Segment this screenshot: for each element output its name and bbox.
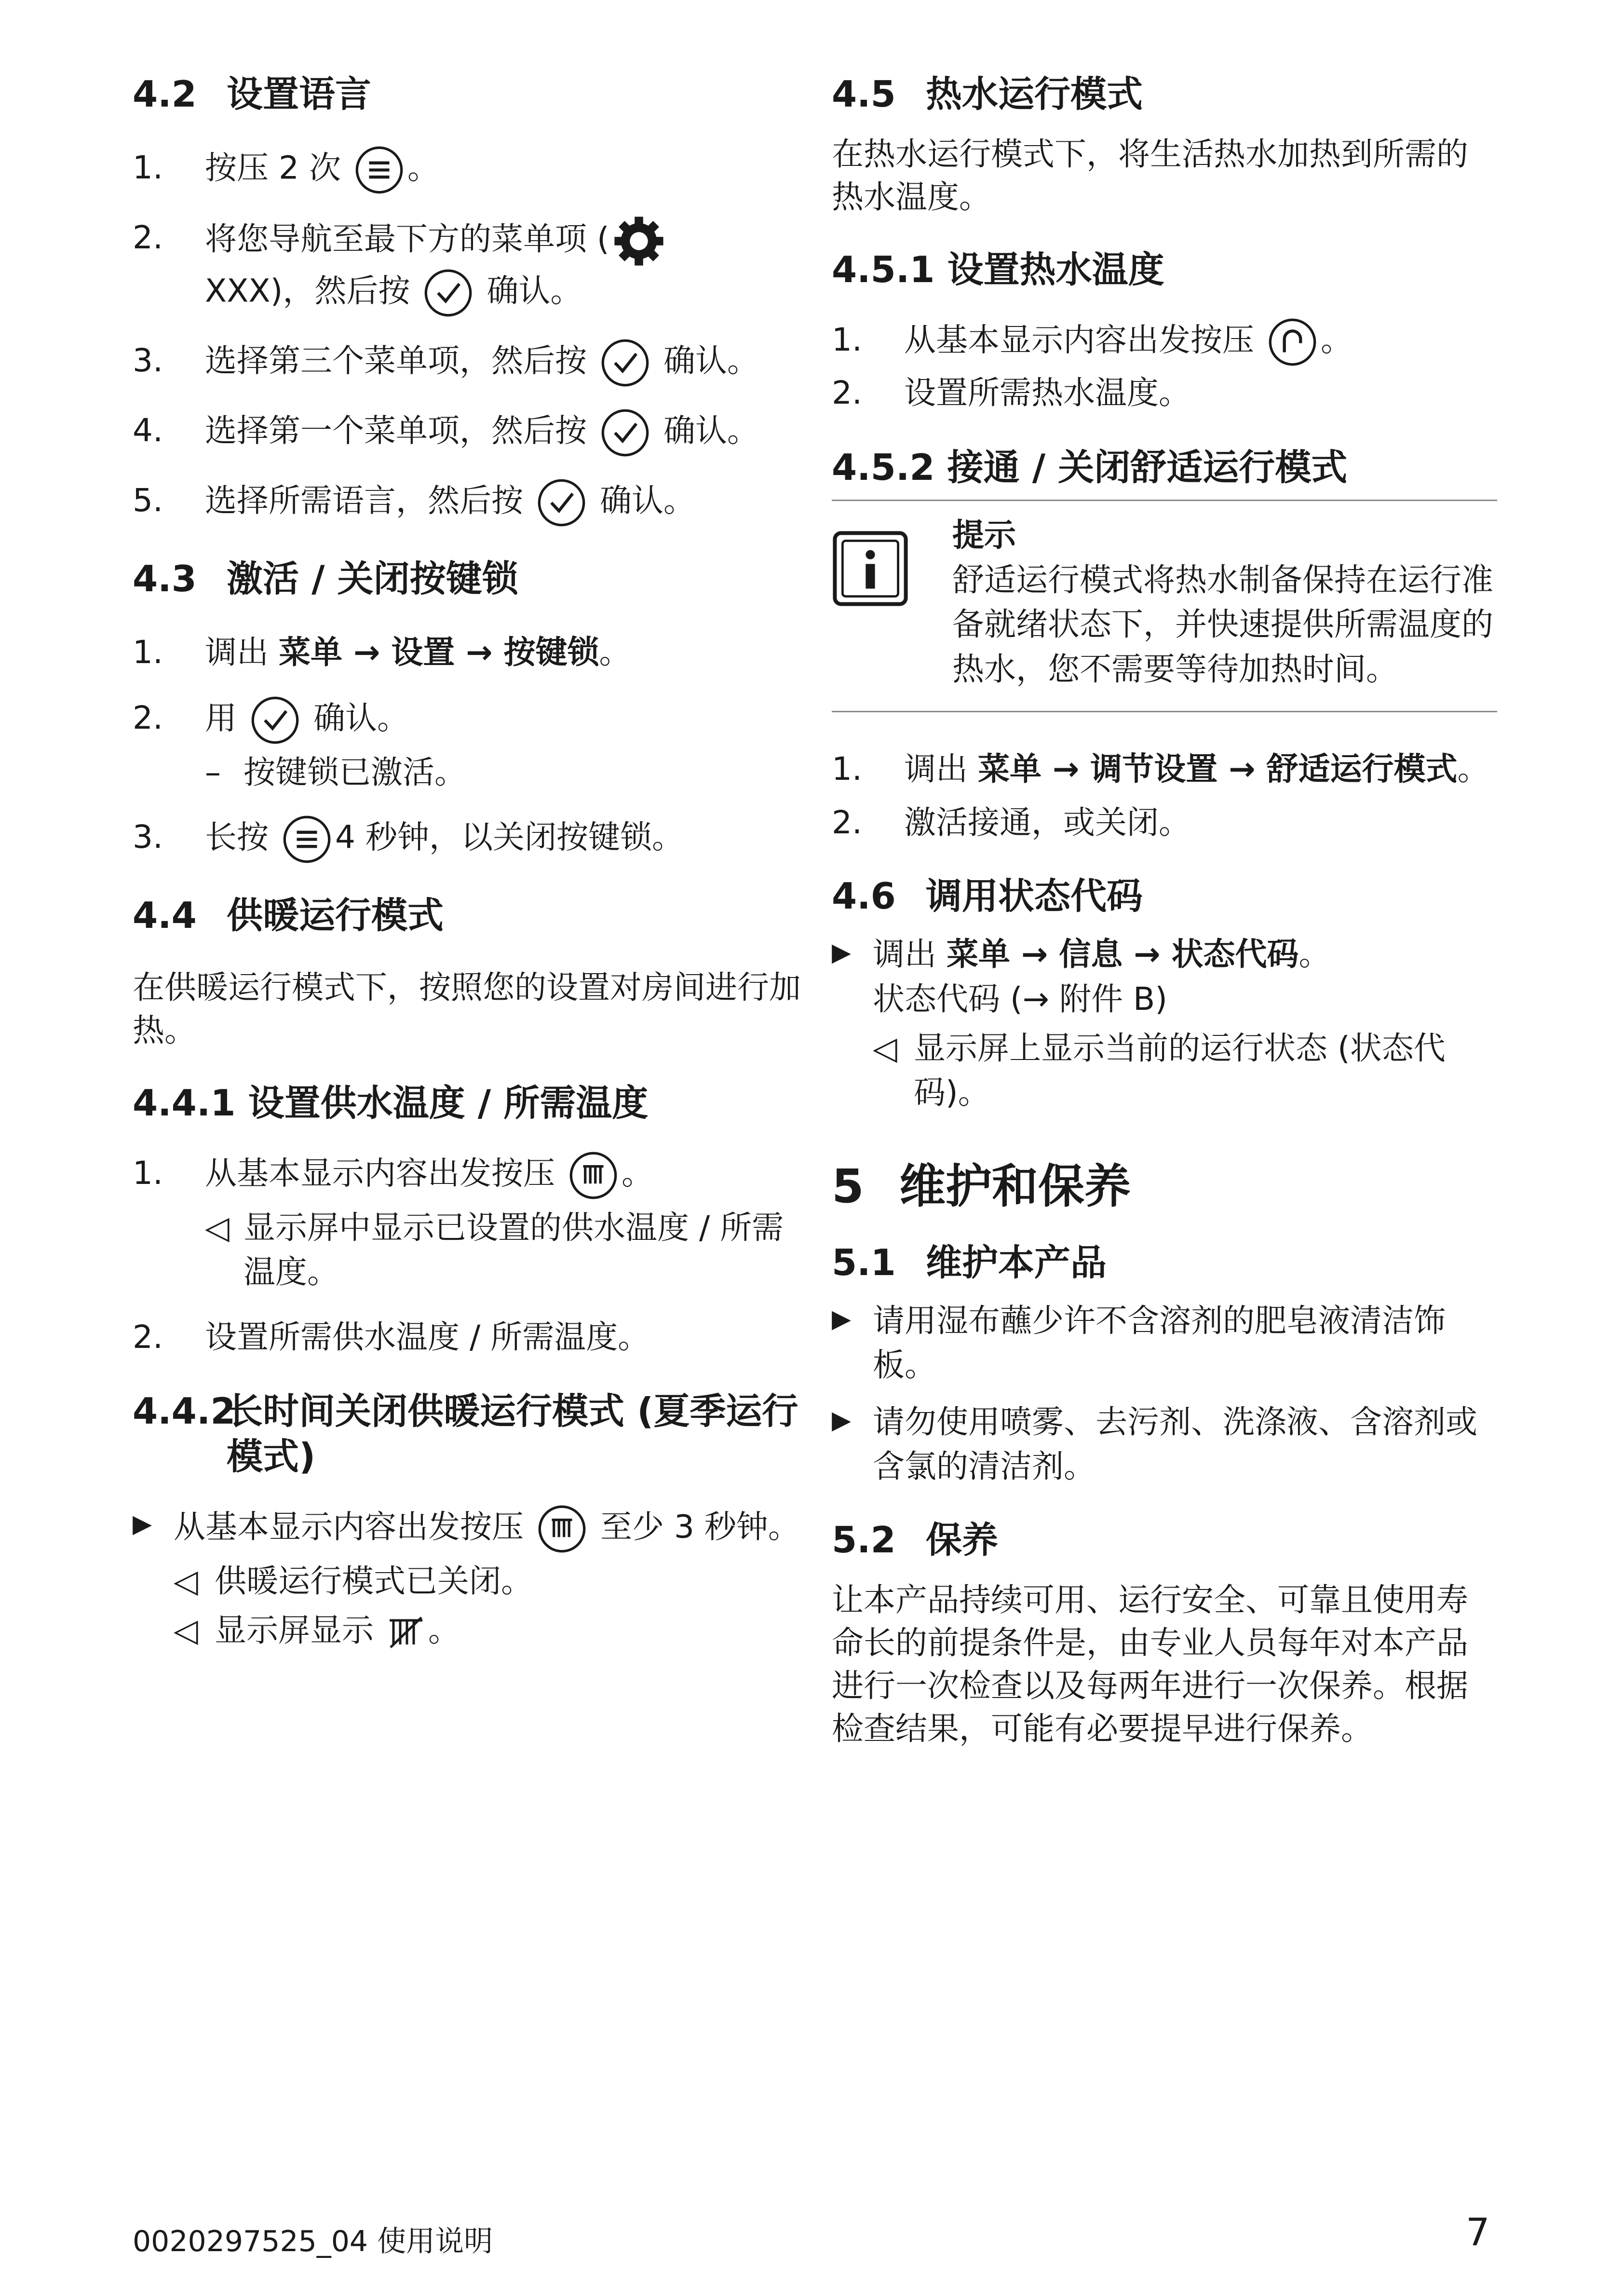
hot-water-button-icon [1267,317,1318,367]
menu-path: 菜单 → 信息 → 状态代码 [946,936,1299,973]
action-item [133,1504,805,1653]
step-text: 选择第一个菜单项，然后按 [205,412,587,449]
step-text: 将您导航至最下方的菜单项 ( [205,220,609,258]
section-title: 设置语言 [227,73,372,115]
step-number: 2. [832,374,862,411]
note-heading: 提示 [952,516,1016,554]
section-number: 4.5.1 [832,248,935,291]
step-number: 1. [133,149,163,186]
section-4-6-heading [832,874,1497,918]
step-item [832,800,1497,846]
result-text: 。 [428,1612,460,1649]
heating-off-icon [387,1616,425,1649]
ok-button-icon [600,408,650,458]
note-text: 舒适运行模式将热水制备保持在运行准备就绪状态下，并快速提供所需温度的热水，您不需要等待加热时间。 [952,561,1493,688]
section-number: 4.4 [133,894,197,937]
section-title: 供暖运行模式 [227,894,444,937]
steps-4-5-1 [832,317,1497,416]
steps-4-5-2 [832,746,1497,845]
step-number: 2. [832,803,862,841]
result-mark: ◁ [174,1612,198,1649]
step-text: 。 [621,1155,653,1192]
heating-button-icon [537,1504,587,1554]
section-number: 4.4.2 [133,1390,236,1433]
section-number: 4.4.1 [133,1082,236,1125]
step-number: 1. [832,321,862,358]
action-item [832,1299,1497,1388]
step-number: 1. [832,750,862,788]
gear-icon [612,215,665,268]
step-number: 3. [133,342,163,379]
section-4-5-heading [832,72,1497,116]
step-text: 设置所需供水温度 / 所需温度。 [205,1318,650,1356]
section-4-4-heading [133,894,805,937]
step-text: 激活接通，或关闭。 [904,803,1190,841]
step-text: 确认。 [663,412,759,449]
step-text: 调出 [904,750,968,788]
step-text: 长按 [205,818,269,856]
step-text: XXX)，然后按 [205,272,410,310]
chapter-title: 维护和保养 [899,1159,1131,1213]
step-text: 确认。 [313,699,409,737]
section-title: 热水运行模式 [926,73,1143,115]
step-text: 确认。 [663,342,759,380]
step-number: 2. [133,699,163,736]
action-text: 至少 3 秒钟。 [600,1508,800,1546]
step-text: 设置所需热水温度。 [904,374,1190,411]
action-subtext: 状态代码 (→ 附件 B) [873,980,1168,1018]
ok-button-icon [600,338,650,388]
section-4-2-heading [133,72,805,116]
section-5-1-heading [832,1241,1497,1284]
ok-button-icon [250,695,300,746]
action-text: 调出 [873,936,936,973]
step-text: 用 [205,699,237,737]
ok-button-icon [423,268,473,318]
step-text: 。 [1457,750,1489,788]
result-text: 供暖运行模式已关闭。 [215,1562,533,1600]
step-item [133,814,805,865]
action-item [832,932,1497,1115]
right-column [832,72,1497,1779]
section-number: 5.1 [832,1241,896,1284]
section-title: 激活 / 关闭按键锁 [227,557,518,600]
step-number: 2. [133,219,163,256]
steps-4-3 [133,629,805,865]
step-text: 。 [599,634,631,671]
step-text: 选择第三个菜单项，然后按 [205,342,587,380]
step-item [133,338,805,388]
section-title: 接通 / 关闭舒适运行模式 [947,446,1348,489]
section-title: 设置供水温度 / 所需温度 [248,1082,649,1125]
actions-4-4-2 [133,1504,805,1653]
step-number: 2. [133,1318,163,1356]
step-number: 5. [133,482,163,519]
action-marker: ▶ [832,1304,851,1334]
step-substep [205,750,805,795]
step-item [133,408,805,458]
step-item [133,695,805,795]
step-result [205,1206,805,1295]
section-5-2-heading [832,1518,1497,1562]
result-mark: ◁ [174,1562,198,1600]
section-title: 调用状态代码 [926,875,1143,918]
footer-document-id: 0020297525_04 使用说明 [133,2225,493,2258]
heating-button-icon [568,1150,619,1201]
step-item [133,477,805,528]
step-item [133,145,805,195]
step-number: 1. [133,634,163,671]
section-title: 长时间关闭供暖运行模式 (夏季运行模式) [227,1390,798,1478]
steps-4-2 [133,145,805,528]
step-text: 确认。 [487,272,582,310]
action-marker: ▶ [832,938,851,967]
section-title: 维护本产品 [926,1241,1107,1284]
actions-5-1 [832,1299,1497,1489]
section-4-5-text: 在热水运行模式下，将生活热水加热到所需的热水温度。 [832,136,1468,216]
step-text: 确认。 [599,482,695,519]
action-item [832,1400,1497,1489]
step-text: 按压 2 次 [205,149,341,187]
menu-path: 菜单 → 调节设置 → 舒适运行模式 [977,750,1458,788]
info-note [832,500,1497,712]
section-4-4-text: 在供暖运行模式下，按照您的设置对房间进行加热。 [133,969,801,1049]
section-number: 5.2 [832,1518,896,1561]
step-item [832,317,1497,367]
section-number: 4.5.2 [832,446,935,489]
section-4-5-1-heading [832,247,1497,293]
substep-text: 按键锁已激活。 [243,753,466,791]
section-title: 设置热水温度 [947,248,1164,291]
steps-4-4-1 [133,1150,805,1360]
step-item [133,629,805,676]
section-title: 保养 [926,1518,999,1561]
ok-button-icon [536,477,587,528]
step-item [133,1314,805,1360]
step-text: 调出 [205,634,269,671]
step-text: 从基本显示内容出发按压 [205,1155,555,1192]
note-body [952,513,1497,692]
action-result [174,1559,805,1603]
left-column [133,72,805,1682]
info-icon [832,513,952,692]
action-text: 从基本显示内容出发按压 [174,1508,524,1546]
step-text: 。 [407,149,439,187]
step-text: 。 [1320,321,1352,359]
action-text: 请用湿布蘸少许不含溶剂的肥皂液清洁饰板。 [873,1302,1446,1384]
section-4-4-1-heading [133,1081,805,1126]
action-marker: ▶ [832,1405,851,1435]
step-text: 4 秒钟，以关闭按键锁。 [335,818,684,856]
menu-path: 菜单 → 设置 → 按键锁 [278,634,599,671]
chapter-5-heading [832,1159,1497,1214]
step-item [133,215,805,318]
section-number: 4.6 [832,875,896,918]
step-text: 选择所需语言，然后按 [205,482,523,519]
section-number: 4.5 [832,73,896,115]
result-text: 显示屏上显示当前的运行状态 (状态代码)。 [914,1030,1446,1112]
menu-button-icon [354,145,405,195]
menu-button-icon [282,814,332,865]
section-number: 4.2 [133,73,197,115]
step-item [133,1150,805,1295]
dash-mark: – [205,753,221,791]
chapter-number: 5 [832,1159,864,1213]
action-marker: ▶ [133,1509,152,1538]
step-item [832,370,1497,416]
step-number: 1. [133,1155,163,1192]
step-item [832,746,1497,792]
section-4-4-2-heading [133,1389,805,1480]
section-5-2-text: 让本产品持续可用、运行安全、可靠且使用寿命长的前提条件是，由专业人员每年对本产品进行一次检查以及每两年进行一次保养。根据检查结果，可能有必要提早进行保养。 [832,1581,1468,1747]
action-text: 。 [1298,936,1331,973]
actions-4-6 [832,932,1497,1115]
section-number: 4.3 [133,557,197,600]
step-text: 从基本显示内容出发按压 [904,321,1254,359]
page-number: 7 [1466,2211,1490,2255]
result-mark: ◁ [205,1209,230,1247]
step-number: 4. [133,412,163,449]
result-mark: ◁ [873,1030,897,1067]
result-text: 显示屏显示 [215,1612,374,1649]
result-text: 显示屏中显示已设置的供水温度 / 所需温度。 [243,1209,784,1291]
action-result [174,1608,805,1653]
step-number: 3. [133,818,163,856]
action-result [873,1026,1497,1115]
section-4-5-2-heading [832,445,1497,490]
section-4-3-heading [133,557,805,600]
action-text: 请勿使用喷雾、去污剂、洗涤液、含溶剂或含氯的清洁剂。 [873,1403,1477,1485]
